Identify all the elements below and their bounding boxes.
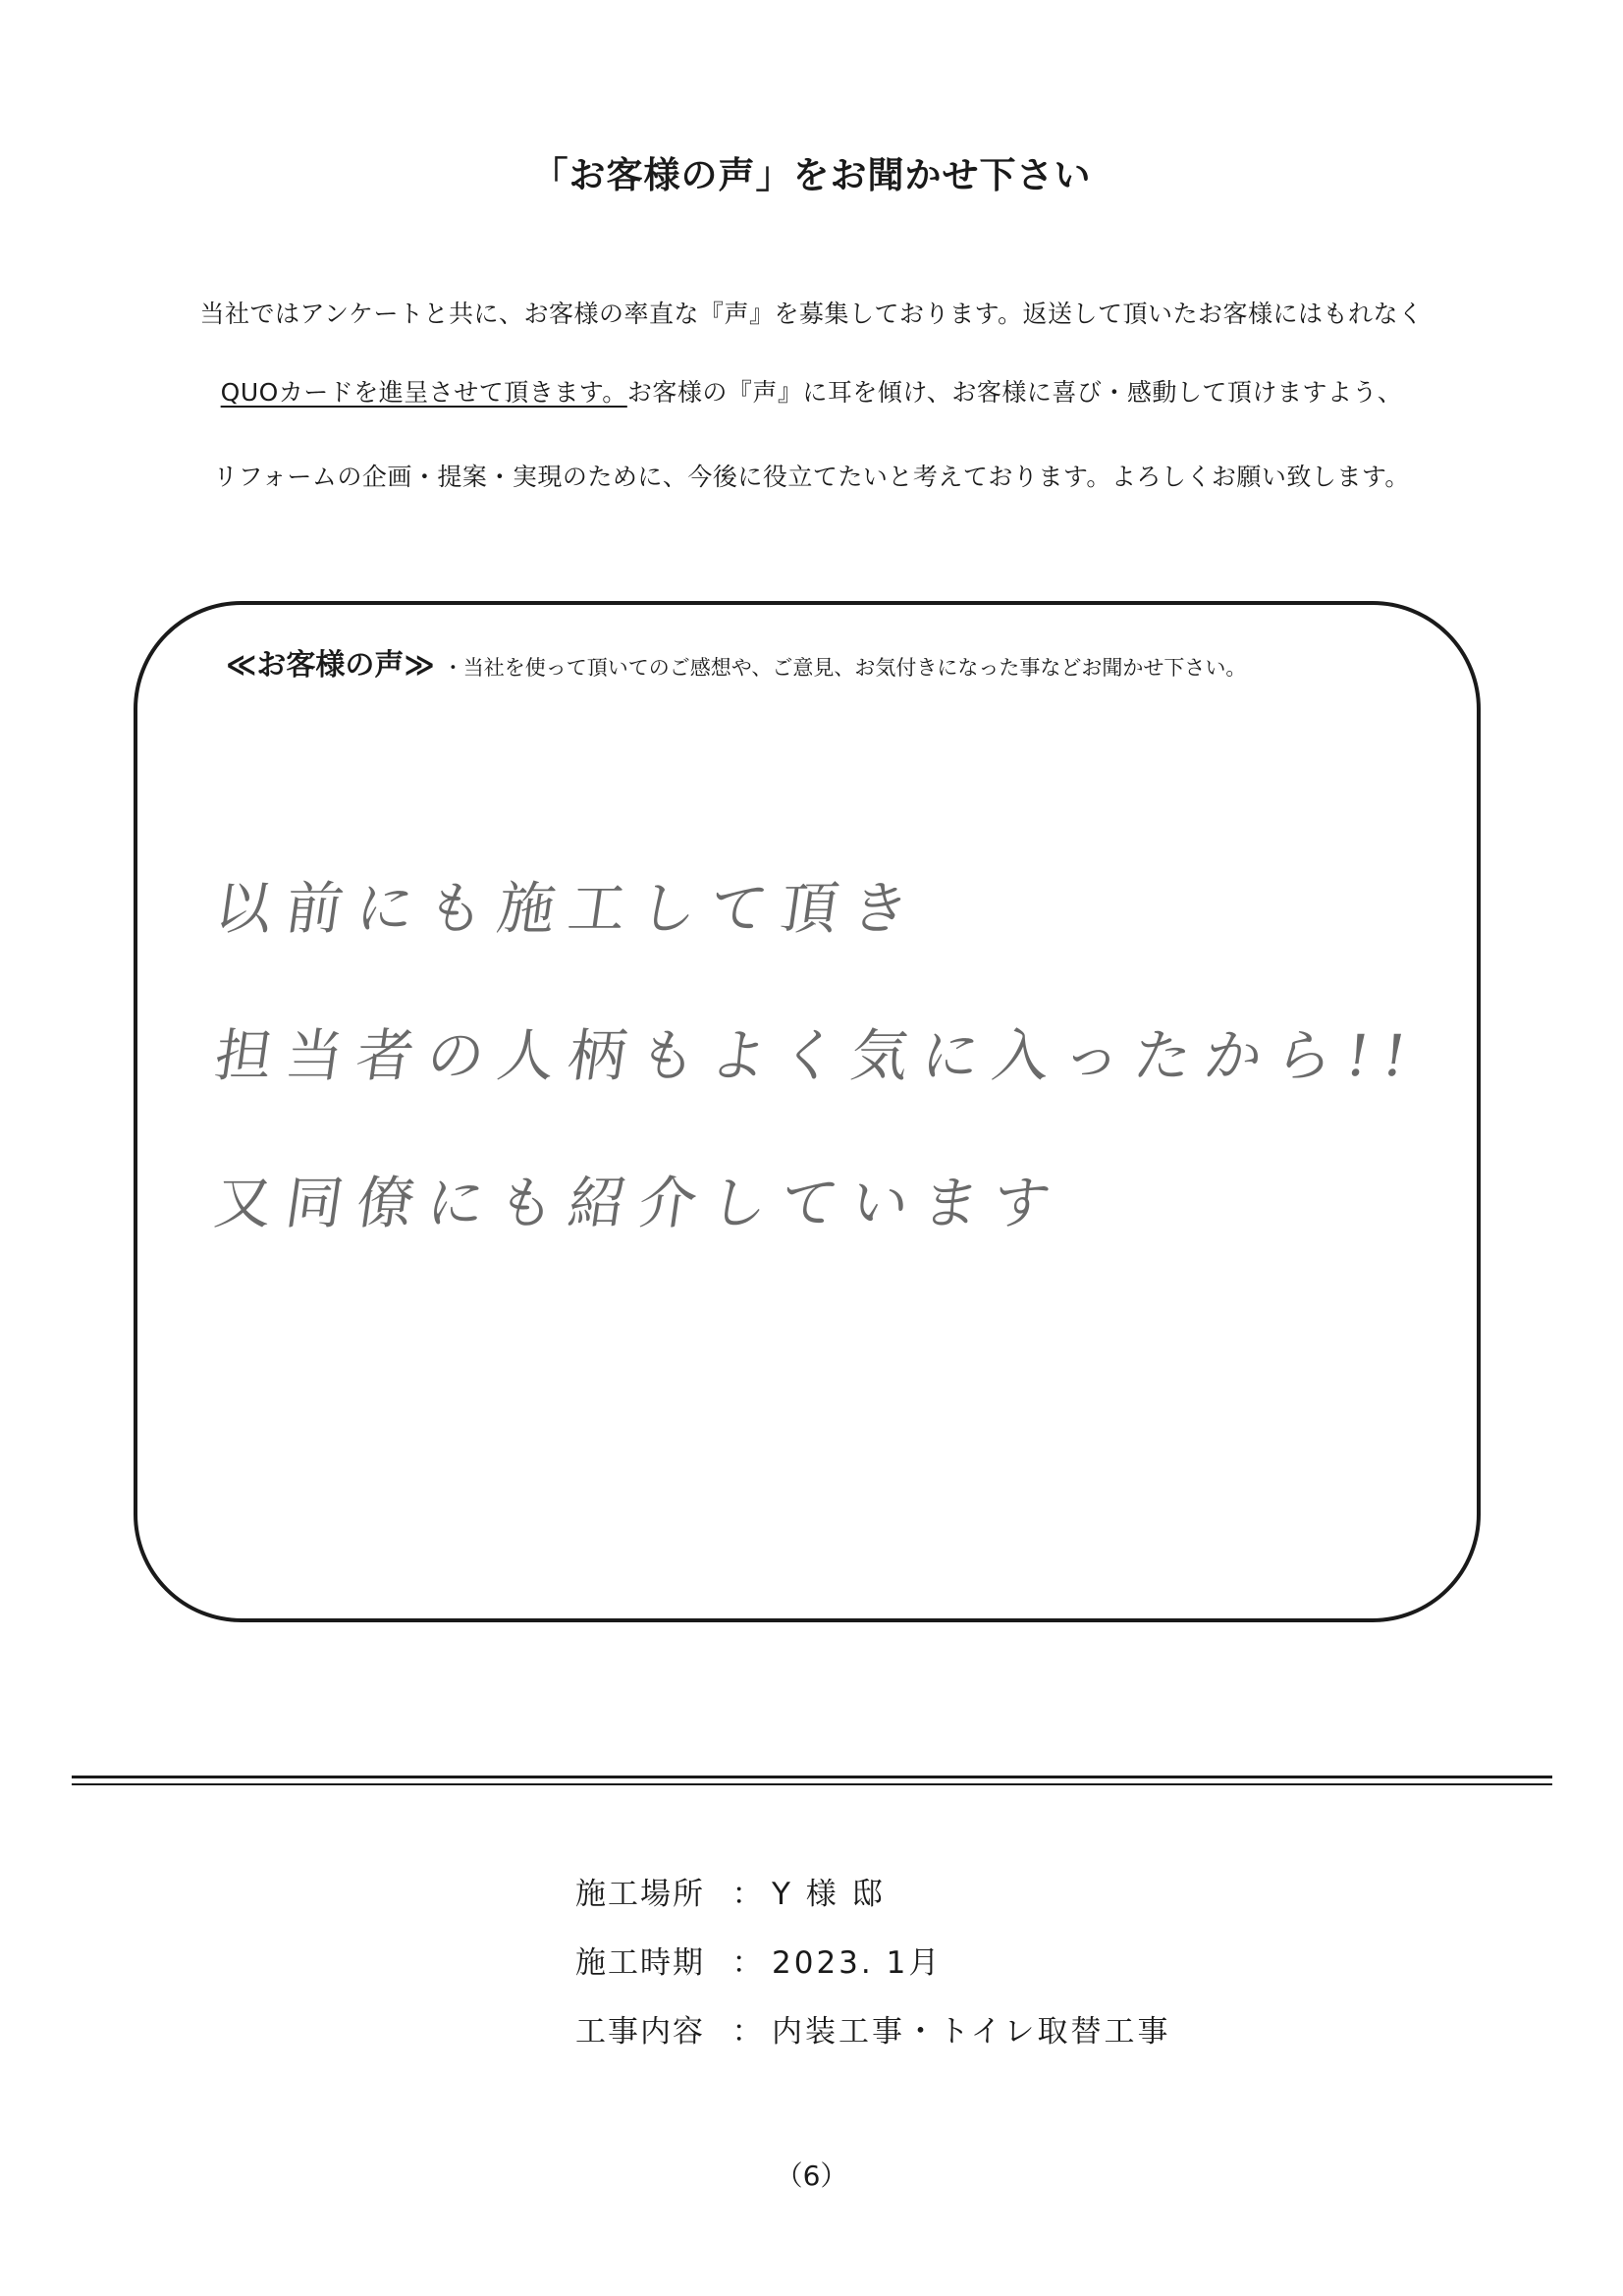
- voice-box-header: [226, 640, 1246, 683]
- handwritten-comment-line: 以前にも施工して頂き: [210, 875, 928, 942]
- customer-voice-box: [134, 601, 1481, 1622]
- voice-box-label: ≪お客様の声≫: [226, 648, 435, 683]
- intro-line-1: 当社ではアンケートと共に、お客様の率直な『声』を募集しております。返送して頂いたお客様にはもれなく: [199, 300, 1424, 328]
- quo-card-notice: QUOカードを進呈させて頂きます。: [220, 378, 627, 407]
- divider-rule: [72, 1776, 1552, 1778]
- handwritten-comment-line: 又同僚にも紹介しています: [210, 1170, 1069, 1236]
- construction-period-value: 2023. 1月: [772, 1945, 943, 1981]
- construction-content-label: 工事内容: [575, 2014, 705, 2050]
- construction-period-label: 施工時期: [575, 1945, 705, 1981]
- colon-separator: ：: [731, 1945, 763, 1981]
- page-title: 「お客様の声」をお聞かせ下さい: [531, 154, 1092, 196]
- construction-location-label: 施工場所: [575, 1877, 705, 1912]
- construction-period-row: [575, 1938, 942, 1982]
- intro-line-2: [0, 373, 1623, 409]
- construction-content-row: [575, 2006, 1170, 2050]
- intro-line-2-rest: お客様の『声』に耳を傾け、お客様に喜び・感動して頂けますよう、: [626, 378, 1403, 407]
- construction-location-row: [575, 1869, 886, 1913]
- divider-rule: [72, 1783, 1552, 1785]
- page-number: （6）: [775, 2159, 848, 2192]
- voice-box-instruction: ・当社を使って頂いてのご感想や、ご意見、お気付きになった事などお聞かせ下さい。: [442, 656, 1247, 680]
- colon-separator: ：: [731, 1877, 763, 1912]
- construction-content-value: 内装工事・トイレ取替工事: [772, 2014, 1171, 2050]
- construction-location-value: Y 様 邸: [772, 1877, 886, 1912]
- handwritten-comment-line: 担当者の人柄もよく気に入ったから!!: [210, 1022, 1425, 1089]
- colon-separator: ：: [731, 2014, 763, 2050]
- intro-line-3: リフォームの企画・提案・実現のために、今後に役立てたいと考えております。よろしくお願い致します。: [213, 463, 1410, 491]
